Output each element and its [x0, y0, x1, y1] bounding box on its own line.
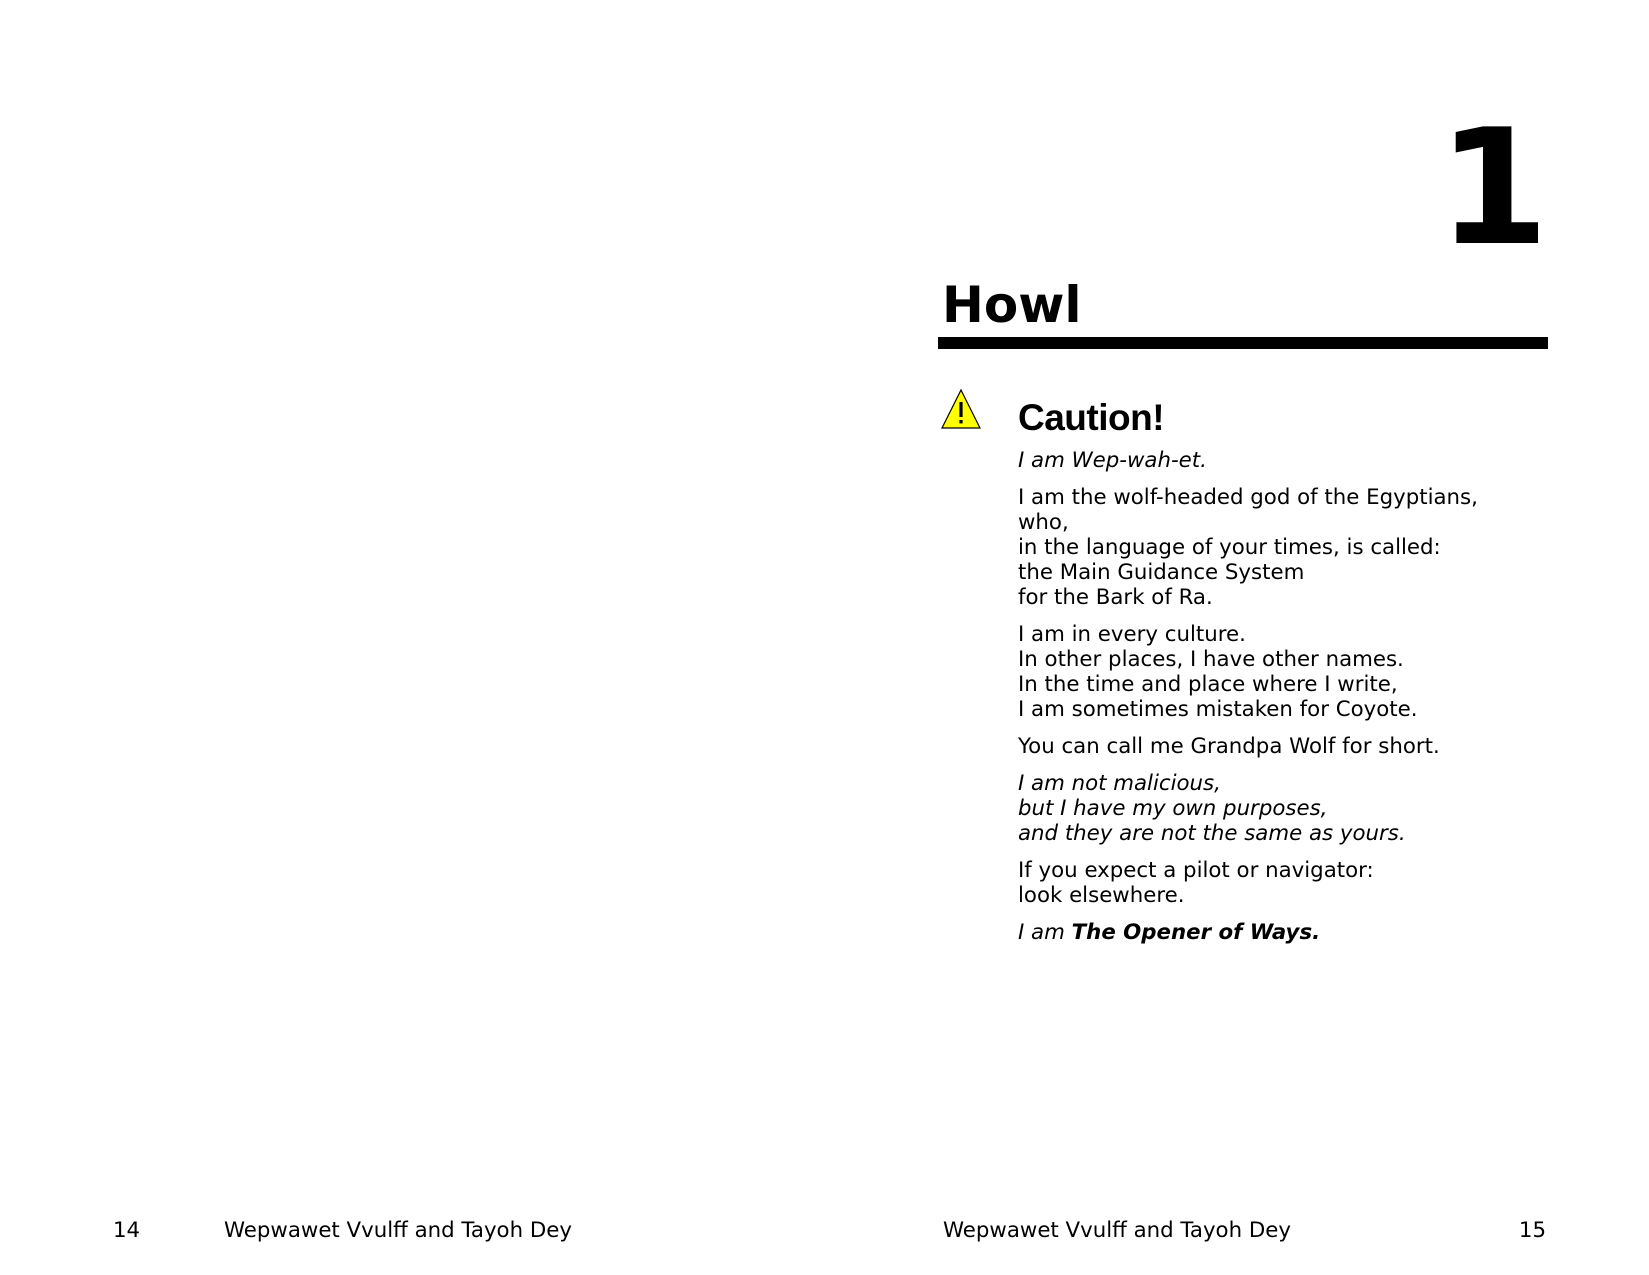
caution-line: I am in every culture. — [1018, 622, 1246, 647]
left-footer-title: Wepwawet Vvulff and Tayoh Dey — [224, 1218, 572, 1243]
caution-line: and they are not the same as yours. — [1018, 821, 1406, 846]
left-page — [0, 0, 824, 1275]
caution-line: who, — [1018, 510, 1069, 535]
warning-triangle-icon — [940, 388, 982, 432]
caution-paragraph — [1018, 448, 1538, 473]
right-footer-title: Wepwawet Vvulff and Tayoh Dey — [943, 1218, 1291, 1243]
left-page-number: 14 — [113, 1218, 141, 1243]
caution-line: the Main Guidance System — [1018, 560, 1305, 585]
chapter-title: Howl — [942, 276, 1082, 334]
caution-paragraph — [1018, 622, 1538, 722]
caution-line: look elsewhere. — [1018, 883, 1185, 908]
closing-line — [1018, 920, 1538, 945]
caution-line: for the Bark of Ra. — [1018, 585, 1213, 610]
caution-line: In the time and place where I write, — [1018, 672, 1398, 697]
caution-line: I am sometimes mistaken for Coyote. — [1018, 697, 1418, 722]
caution-line: You can call me Grandpa Wolf for short. — [1018, 734, 1440, 759]
right-page — [824, 0, 1649, 1275]
caution-line: In other places, I have other names. — [1018, 647, 1404, 672]
caution-paragraph — [1018, 485, 1538, 610]
caution-line: I am not malicious, — [1018, 771, 1221, 796]
caution-paragraph — [1018, 771, 1538, 846]
closing-prefix: I am — [1018, 920, 1072, 945]
caution-paragraph — [1018, 734, 1538, 759]
caution-paragraph — [1018, 858, 1538, 908]
caution-line: in the language of your times, is called: — [1018, 535, 1441, 560]
closing-emphasis: The Opener of Ways. — [1071, 920, 1321, 945]
chapter-number: 1 — [1437, 94, 1549, 281]
caution-heading: Caution! — [1018, 397, 1165, 438]
caution-line: but I have my own purposes, — [1018, 796, 1328, 821]
caution-block — [1018, 396, 1538, 957]
chapter-title-rule — [938, 337, 1548, 349]
right-page-number: 15 — [1518, 1218, 1546, 1243]
caution-line: I am the wolf-headed god of the Egyptians, — [1018, 485, 1478, 510]
caution-line: If you expect a pilot or navigator: — [1018, 858, 1374, 883]
caution-paragraphs — [1018, 448, 1538, 908]
caution-line: I am Wep-wah-et. — [1018, 448, 1207, 473]
